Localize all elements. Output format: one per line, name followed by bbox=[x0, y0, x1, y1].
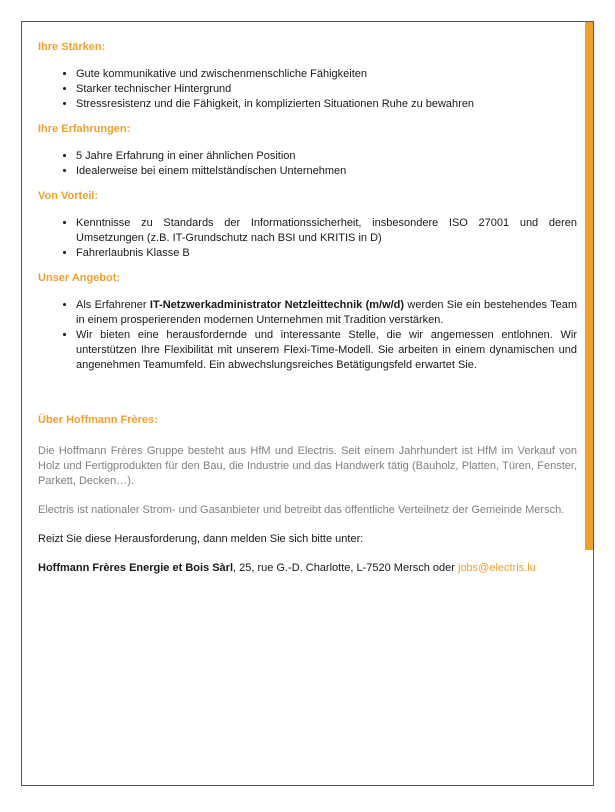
list-item: • Gute kommunikative und zwischenmenschliche Fähigkeiten bbox=[76, 67, 577, 82]
strengths-list bbox=[38, 67, 577, 112]
offer-list bbox=[38, 298, 577, 373]
job-title: IT-Netzwerkadministrator Netzleittechnik (m/w/d) bbox=[149, 299, 405, 311]
offer-text: werden Sie ein bestehendes Team in einem prosperierenden modernen Unternehmen mit Tradition verstärken. bbox=[76, 299, 578, 326]
experience-heading: Ihre Erfahrungen: bbox=[38, 123, 131, 135]
contact-intro: Reizt Sie diese Herausforderung, dann melden Sie sich bitte unter: bbox=[38, 533, 364, 545]
experience-list bbox=[38, 149, 577, 179]
offer-heading: Unser Angebot: bbox=[38, 272, 121, 284]
strengths-heading: Ihre Stärken: bbox=[38, 41, 106, 53]
advantage-list bbox=[38, 216, 577, 261]
about-paragraph: Electris ist nationaler Strom- und Gasanbieter und betreibt das öffentliche Verteilnetz der Gemeinde Mersch. bbox=[38, 504, 565, 516]
spacer bbox=[38, 547, 577, 561]
company-name: Hoffmann Frères Energie et Bois Sàrl bbox=[38, 562, 233, 574]
list-item: • 5 Jahre Erfahrung in einer ähnlichen Position bbox=[76, 149, 577, 164]
about-heading: Über Hoffmann Frères: bbox=[38, 414, 158, 426]
spacer bbox=[38, 383, 577, 403]
offer-text: Als Erfahrener bbox=[76, 299, 150, 311]
list-item: • Kenntnisse zu Standards der Informationssicherheit, insbesondere ISO 27001 und deren Umsetzungen (z.B. IT-Grundschutz nach BSI und KRITIS in D) bbox=[76, 216, 577, 246]
document-content bbox=[38, 30, 577, 576]
list-item bbox=[76, 298, 577, 328]
email-link[interactable]: jobs@electris.lu bbox=[458, 562, 536, 574]
list-item: • Starker technischer Hintergrund bbox=[76, 82, 577, 97]
document-page bbox=[21, 21, 594, 786]
list-item: • Fahrerlaubnis Klasse B bbox=[76, 246, 577, 261]
company-address: , 25, rue G.-D. Charlotte, L-7520 Mersch oder bbox=[233, 562, 458, 574]
contact-line bbox=[38, 561, 577, 576]
list-item: • Stressresistenz und die Fähigkeit, in komplizierten Situationen Ruhe zu bewahren bbox=[76, 97, 577, 112]
spacer bbox=[38, 489, 577, 503]
about-paragraph: Die Hoffmann Frères Gruppe besteht aus HfM und Electris. Seit einem Jahrhundert ist HfM im Verkauf von Holz und Fertigprodukten für den Bau, die Industrie und das Handwerk tätig (Bauholz, Platten, Türen, Fenster, Parkett, Decken…). bbox=[38, 445, 577, 487]
accent-bar bbox=[585, 22, 593, 550]
list-item: • Idealerweise bei einem mittelständischen Unternehmen bbox=[76, 164, 577, 179]
advantage-heading: Von Vorteil: bbox=[38, 190, 99, 202]
spacer bbox=[38, 518, 577, 532]
list-item: • Wir bieten eine herausfordernde und interessante Stelle, die wir angemessen entlohnen. Wir unterstützen Ihre Flexibilität mit unserem Flexi-Time-Modell. Sie arbeiten in einem dynamischen und angenehmen Teamumfeld. Ein abwechslungsreiches Betätigungsfeld erwartet Sie. bbox=[76, 328, 577, 373]
